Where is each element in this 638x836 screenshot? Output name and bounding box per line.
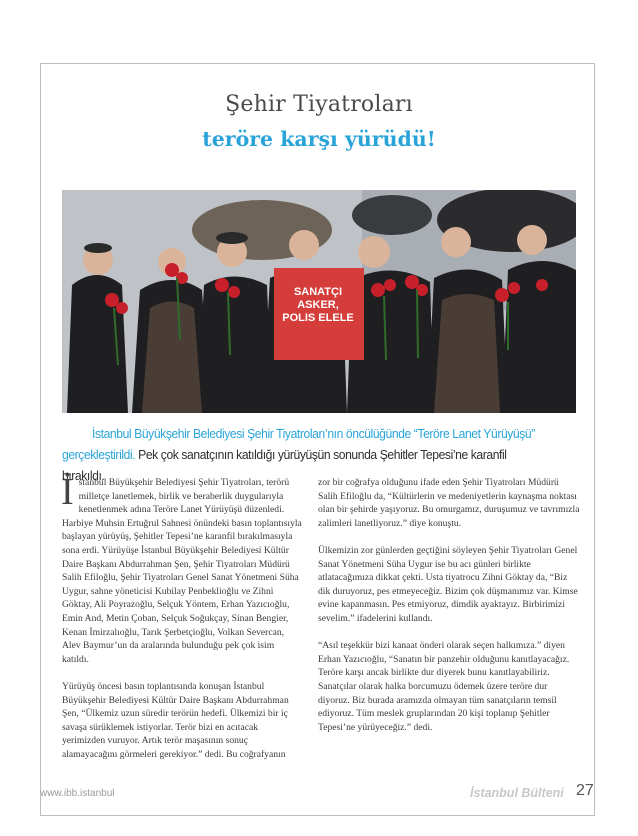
body-paragraph: “Asıl teşekkür bizi kanaat önderi olarak seçen halkımıza.” diyen Erhan Yazıcıoğlu, “Sanatın bir panzehir olduğunu kanıtlayacağız. Teröre karşı ancak birlikte dur diyerek bunu kanıtlayabiliriz. Sanatçılar olarak halka borcumuzu ödemek üzere teröre dur diyoruz. Biz burada aramızda olmayan tüm sanatçıların temsil ediyoruz. Tüm meslek gruplarından 20 kişi toplanıp Şehitler Tepesi’ne yürüyeceğiz.” dedi.: [318, 640, 570, 733]
caption-lead-line-2: gerçekleştirildi.: [62, 447, 136, 462]
footer-brand: İstanbul Bülteni: [470, 786, 564, 800]
paragraph-text: stanbul Büyükşehir Belediyesi Şehir Tiyatroları, terörü milletçe lanetlemek, birlik ve beraberlik duygularıyla kenetlenmek adına Teröre Lanet Yürüyüşü düzenledi. Harbiye Muhsin Ertuğrul Sahnesi önündeki basın toplantısıyla başlayan yürüyüş, Şehitler Tepesi’ne karanfil bırakılmasıyla sona erdi. Yürüyüşe İstanbul Büyükşehir Belediyesi Kültür Daire Başkanı Abdurrahman Şen, Şehir Tiyatroları Müdürü Salih Efiloğlu, Şehir Tiyatroları Genel Sanat Yönetmeni Süha Uygur, sahne yöneticisi Kubilay Penbeklioğlu ve Zihni Göktay, Ali Poyrazoğlu, Selçuk Yöntem, Erhan Yazıcıoğlu, Emin And, Metin Çoban, Selçuk Soğukçay, Sinan Bengier, Kenan İmirzalıoğlu, Tarık Şerbetçioğlu, Volkan Severcan, Alev Baymur’un da aralarında bulunduğu pek çok isim katıldı.: [62, 477, 302, 665]
title-line-2: teröre karşı yürüdü!: [202, 127, 436, 151]
footer-url: www.ibb.istanbul: [40, 788, 115, 799]
body-column-right: [318, 476, 580, 748]
sign-line-1: SANATÇI: [293, 286, 343, 298]
body-paragraph: [61, 471, 302, 666]
protest-sign: [276, 286, 360, 325]
title-line-1: Şehir Tiyatroları: [225, 92, 413, 117]
sign-line-3: POLIS ELELE: [282, 312, 354, 324]
caption-rest: Pek çok sanatçının katıldığı yürüyüşün sonunda Şehitler Tepesi’ne karanfil bırakıldı.: [62, 447, 507, 483]
caption-lead-line-1: İstanbul Büyükşehir Belediyesi Şehir Tiyatroları’nın öncülüğünde “Teröre Lanet Yürüyüşü”: [92, 426, 535, 441]
body-column-left: [61, 471, 302, 775]
body-paragraph: Yürüyüş öncesi basın toplantısında konuşan İstanbul Büyükşehir Belediyesi Kültür Daire Başkanı Abdurrahman Şen, “Ülkemiz uzun süredir terörün hedefi. Ülkemizi bir iç savaşa sürüklemek istiyorlar. Terör bizi en acıtacak yerimizden vuruyor. Artık terör maşasının sonuç alamayacağını görmeleri gerekiyor.” dedi. Bu coğrafyanın: [62, 680, 289, 760]
drop-cap: İ: [61, 471, 74, 513]
body-paragraph: Ülkemizin zor günlerden geçtiğini söyleyen Şehir Tiyatroları Genel Sanat Yönetmeni Süha Uygur ise bu acı günleri birlikte atlatacağımıza dikkat çekti. Usta tiyatrocu Zihni Göktay da, “Biz dik duruyoruz, pes etmeyeceğiz. Bizim çok düşmanımız var. Kimse evine kapanmasın. Pes etmiyoruz, dimdik ayaktayız. Birbirimizi sevelim.” ifadelerini kullandı.: [318, 544, 578, 624]
article-photo: [62, 190, 576, 413]
body-paragraph: zor bir coğrafya olduğunu ifade eden Şehir Tiyatroları Müdürü Salih Efiloğlu da, “Kültürlerin ve medeniyetlerin kaynaşma noktası olan bir şehirde yaşıyoruz. Bu omurgamız, duruşumuz ve tavrımızla zalimleri lanetliyoruz.” diye konuştu.: [318, 477, 580, 529]
article-title: [0, 90, 638, 154]
sign-line-2: ASKER,: [297, 299, 339, 311]
page-number: 27: [576, 782, 594, 799]
